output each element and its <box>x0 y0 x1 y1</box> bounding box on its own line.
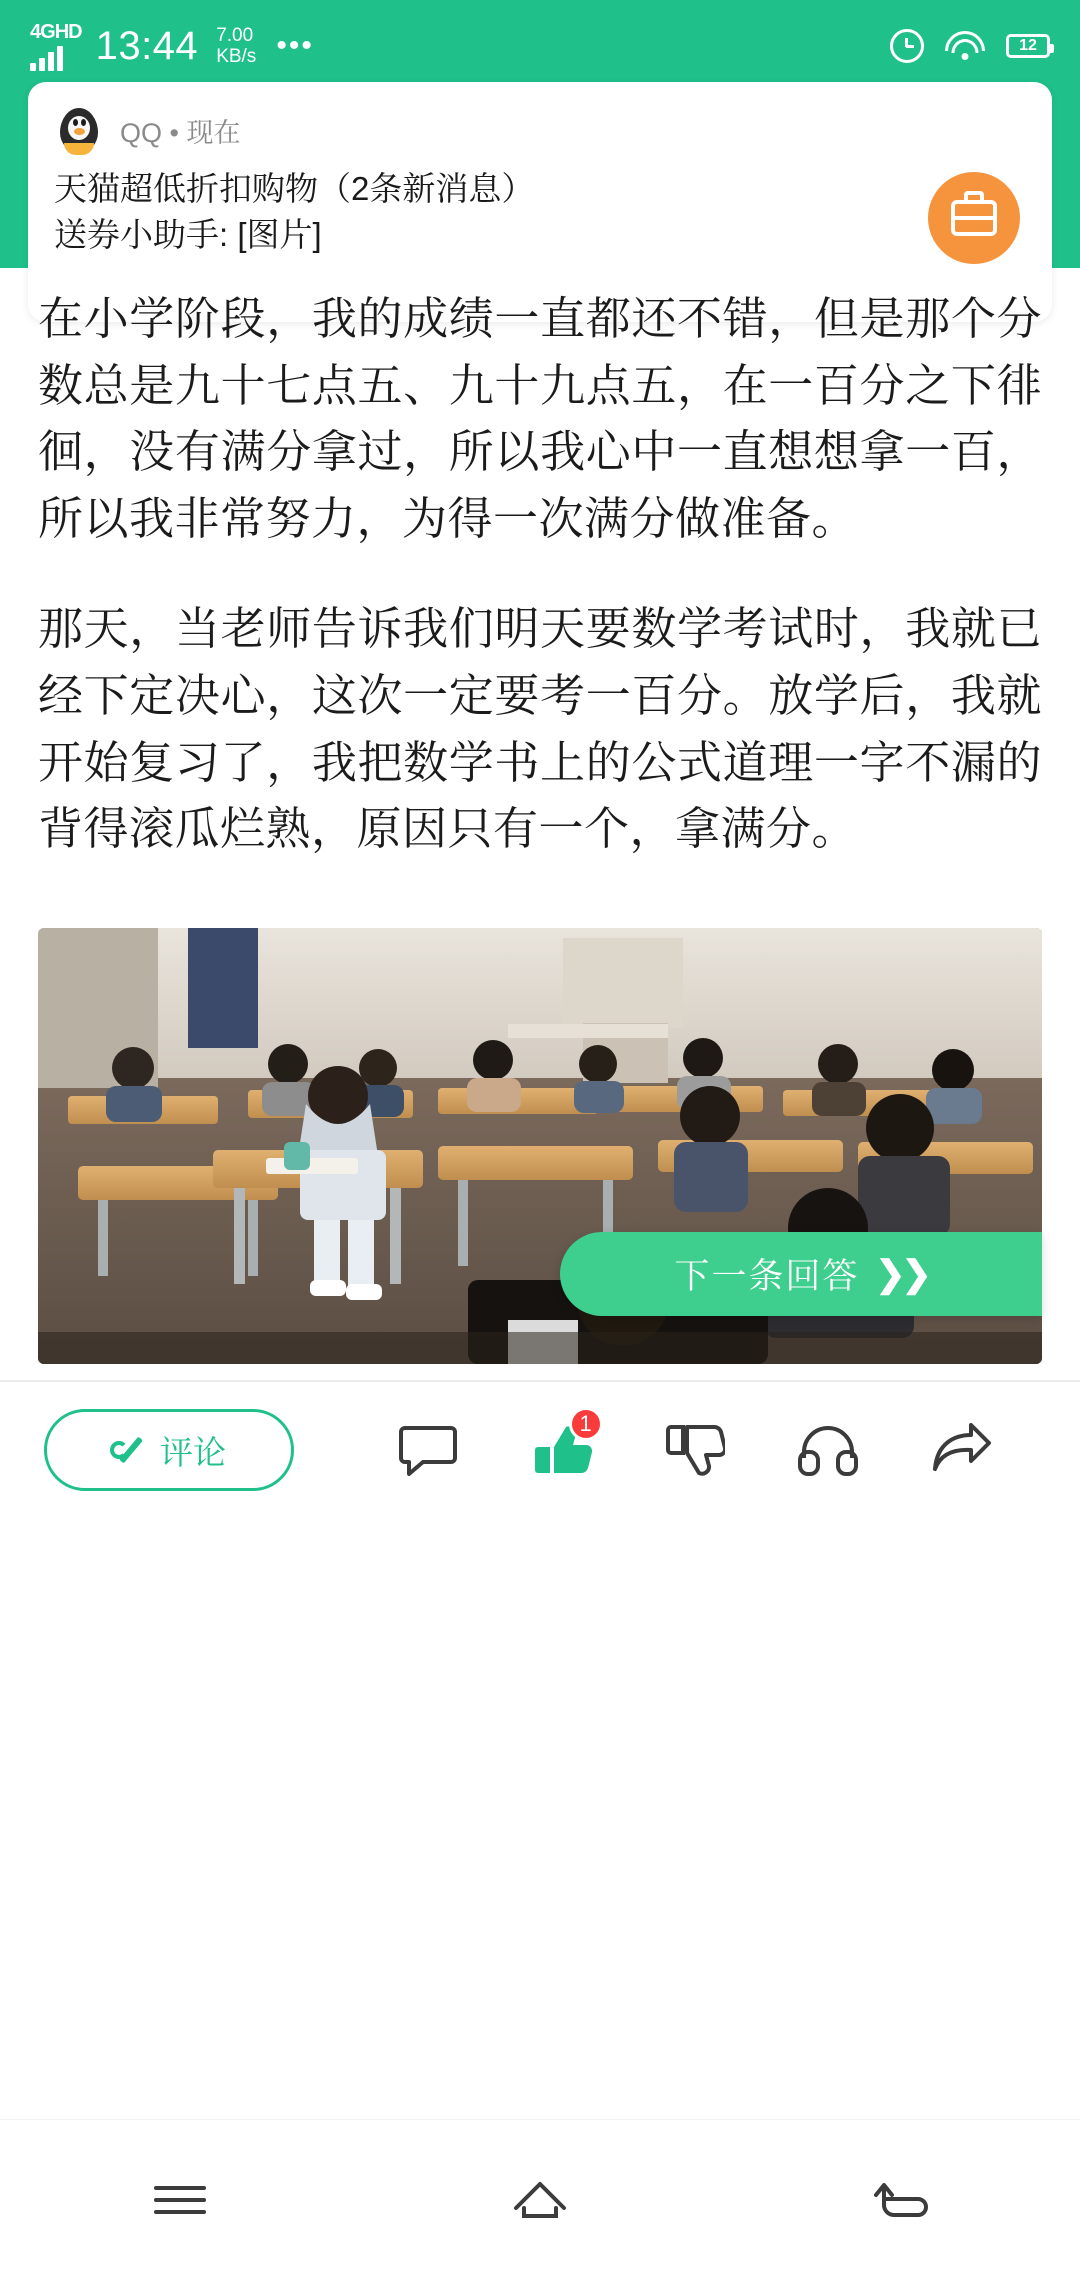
status-bar <box>0 0 1080 92</box>
article-paragraph: 在小学阶段，我的成绩一直都还不错，但是那个分数总是九十七点五、九十九点五，在一百分之下徘徊，没有满分拿过，所以我心中一直想想拿一百，所以我非常努力，为得一次满分做准备。 <box>38 294 1042 544</box>
headphones-icon[interactable] <box>789 1411 867 1489</box>
battery-indicator <box>1006 34 1050 58</box>
network-type-label: 4G <box>30 20 55 43</box>
thumbs-down-icon[interactable] <box>656 1411 734 1489</box>
menu-icon[interactable] <box>115 2155 245 2245</box>
article-content <box>0 268 1080 907</box>
network-speed-value: 7.00 <box>216 25 254 47</box>
network-speed <box>216 26 256 68</box>
next-answer-button[interactable] <box>560 1232 1042 1316</box>
like-count-badge: 1 <box>569 1407 603 1441</box>
briefcase-icon <box>928 172 1020 264</box>
network-suffix-label: HD <box>54 20 82 43</box>
notification-app-name: QQ <box>120 117 163 148</box>
action-bar <box>0 1380 1080 1518</box>
next-answer-label: 下一条回答 <box>674 1257 860 1296</box>
notification-body <box>54 166 1026 257</box>
notification-title: 天猫超低折扣购物（2条新消息） <box>54 170 535 207</box>
notification-subtitle: 送券小助手: [图片] <box>54 215 322 253</box>
comment-bubble-icon[interactable] <box>389 1411 467 1489</box>
alarm-icon <box>890 29 924 63</box>
comment-button-label: 评论 <box>160 1433 226 1471</box>
article-paragraph: 那天，当老师告诉我们明天要数学考试时，我就已经下定决心，这次一定要考一百分。放学后，我就开始复习了，我把数学书上的公式道理一字不漏的背得滚瓜烂熟，原因只有一个，拿满分。 <box>38 604 1042 855</box>
status-bar-left <box>30 22 314 71</box>
action-icons-group <box>294 1411 1080 1489</box>
back-icon[interactable] <box>835 2155 965 2245</box>
notification-separator: • <box>169 117 179 148</box>
network-indicator <box>30 22 82 71</box>
network-speed-unit: KB/s <box>216 46 257 67</box>
signal-bars-icon <box>30 45 63 71</box>
notification-banner-area <box>0 92 1080 268</box>
status-bar-clock: 13:44 <box>95 23 199 68</box>
system-navigation-bar <box>0 2119 1080 2280</box>
thumbs-up-icon[interactable] <box>523 1411 601 1489</box>
notification-time: 现在 <box>186 117 241 148</box>
battery-level-label: 12 <box>1019 37 1037 54</box>
battery-icon <box>1006 34 1050 58</box>
notification-header <box>54 102 1026 158</box>
qq-app-icon <box>54 105 104 155</box>
status-bar-right <box>890 29 1050 63</box>
notification-app-meta <box>120 111 241 150</box>
pencil-icon <box>112 1433 146 1467</box>
home-icon[interactable] <box>475 2155 605 2245</box>
comment-input-button[interactable] <box>44 1409 294 1491</box>
status-overflow-dots: ••• <box>276 29 314 62</box>
wifi-icon <box>946 31 984 61</box>
share-icon[interactable] <box>923 1411 1001 1489</box>
chevron-right-icon: ❯❯ <box>875 1253 928 1294</box>
